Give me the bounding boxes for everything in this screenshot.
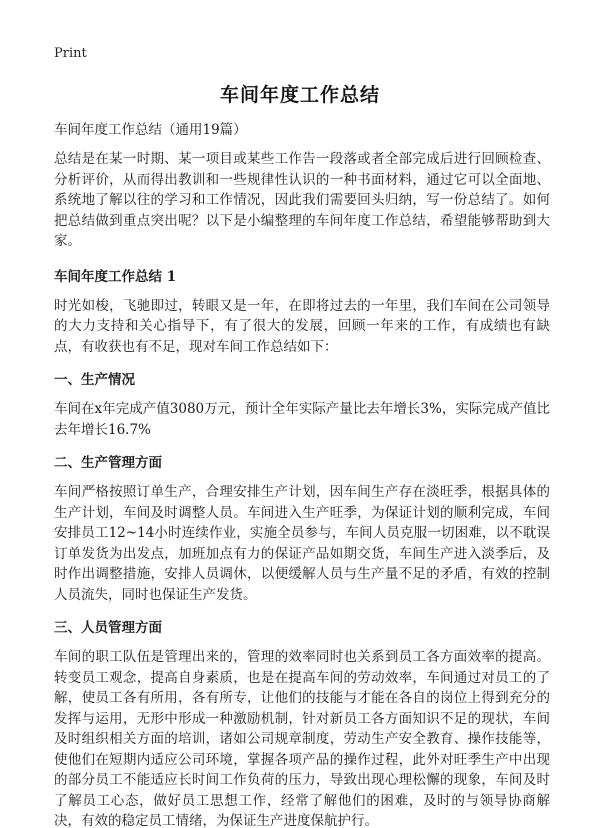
document-title: 车间年度工作总结 xyxy=(219,84,380,106)
section-body-production: 车间在x年完成产值3080万元，预计全年实际产量比去年增长3%，实际完成产值比去年增长16.7% xyxy=(54,401,550,438)
article-heading: 车间年度工作总结 1 xyxy=(54,268,177,285)
section-heading-production-management: 二、生产管理方面 xyxy=(54,455,162,471)
document-body xyxy=(54,120,550,828)
print-link[interactable]: Print xyxy=(54,46,87,61)
section-heading-personnel-management: 三、人员管理方面 xyxy=(54,620,162,636)
section-heading-production: 一、生产情况 xyxy=(54,372,135,388)
section-body-production-management: 车间严格按照订单生产，合理安排生产计划，因车间生产存在淡旺季，根据具体的生产计划，车间及时调整人员。车间进入生产旺季，为保证计划的顺利完成，车间安排员工12~14小时连续作业，实施全员参与，车间人员克服一切困难，以不耽误订单发货为出发点，加班加点有力的保证产品如期交货，车间生产进入淡季后，及时作出调整措施，安排人员调休，以便缓解人员与生产量不足的矛盾，有效的控制人员流失，同时也保证生产发货。 xyxy=(54,484,550,603)
section-body-personnel-management: 车间的职工队伍是管理出来的，管理的效率同时也关系到员工各方面效率的提高。转变员工观念，提高自身素质，也是在提高车间的劳动效率，车间通过对员工的了解，使员工各有所用，各有所专，让他们的技能与才能在各自的岗位上得到充分的发挥与运用，无形中形成一种激励机制，针对新员工各方面知识不足的现状，车间及时组织相关方面的培训，诸如公司规章制度，劳动生产安全教育、操作技能等，使他们在短期内适应公司环境，掌握各项产品的操作过程，此外对旺季生产中出现的部分员工不能适应长时间工作负荷的压力，导致出现心理松懈的现象，车间及时了解员工心态，做好员工思想工作，经常了解他们的困难，及时的与领导协商解决，有效的稳定员工情绪，为保证生产进度保航护行。 xyxy=(54,649,550,828)
document-subtitle: 车间年度工作总结（通用19篇） xyxy=(54,122,247,138)
intro-paragraph: 总结是在某一时期、某一项目或某些工作告一段落或者全部完成后进行回顾检查、分析评价，从而得出教训和一些规律性认识的一种书面材料，通过它可以全面地、系统地了解以往的学习和工作情况，因此我们需要回头归纳，写一份总结了。如何把总结做到重点突出呢？以下是小编整理的车间年度工作总结，希望能够帮助到大家。 xyxy=(54,151,550,249)
article-intro-paragraph: 时光如梭，飞驰即过，转眼又是一年，在即将过去的一年里，我们车间在公司领导的大力支持和关心指导下，有了很大的发展，回顾一年来的工作，有成绩也有缺点，有收获也有不足，现对车间工作总结如下： xyxy=(54,297,550,355)
